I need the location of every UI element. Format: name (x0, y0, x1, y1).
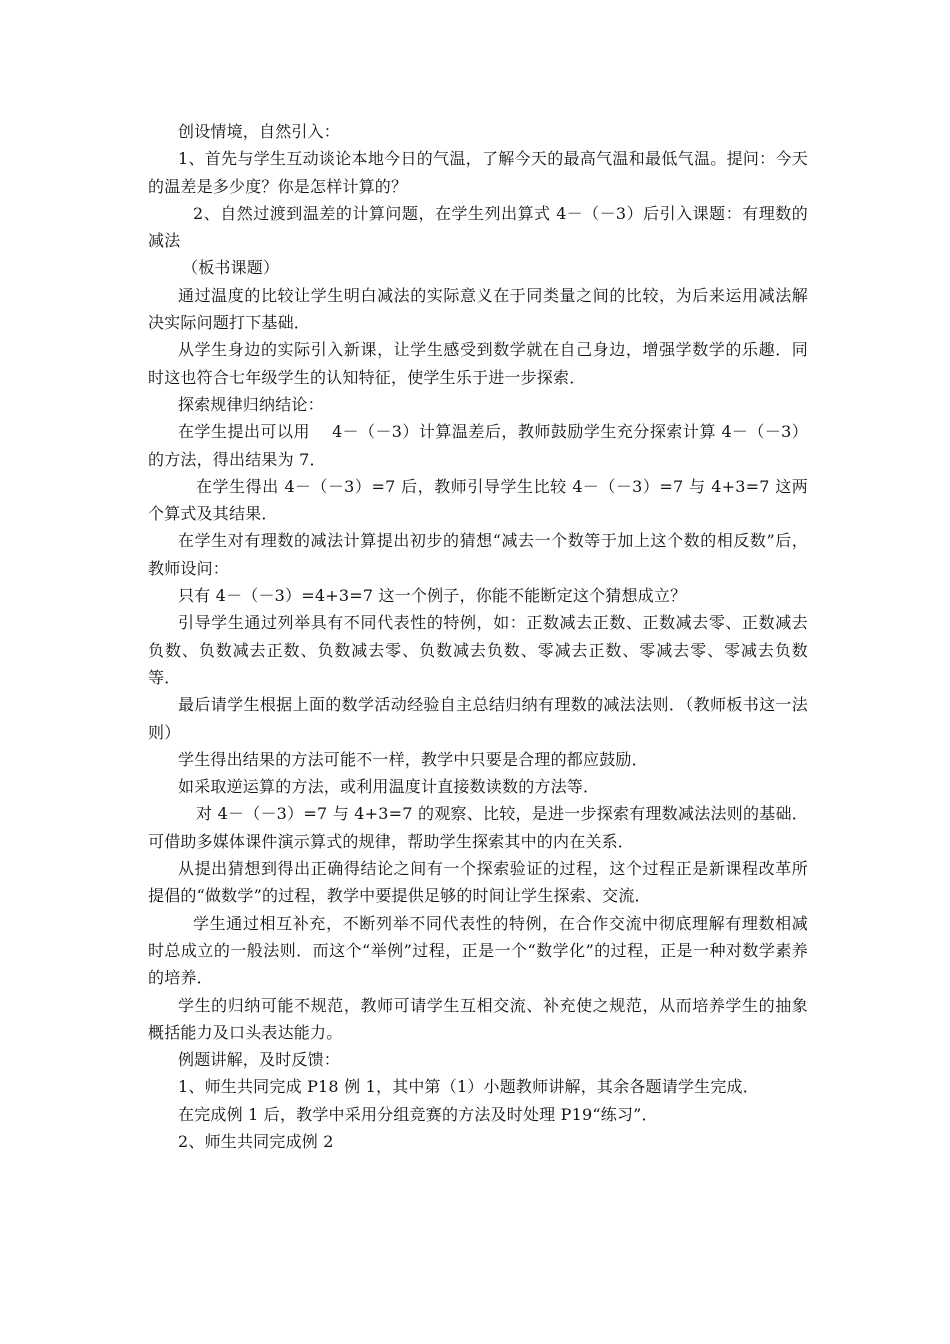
paragraph: 如采取逆运算的方法，或利用温度计直接数读数的方法等． (178, 777, 600, 797)
paragraph: 例题讲解，及时反馈： (178, 1050, 341, 1070)
paragraph: 通过温度的比较让学生明白减法的实际意义在于同类量之间的比较，为后来运用减法解决实际问题打下基础． (148, 285, 808, 333)
paragraph: 创设情境，自然引入： (178, 122, 341, 141)
paragraph: 学生通过相互补充，不断列举不同代表性的特例，在合作交流中彻底理解有理数相减时总成立的一般法则．而这个“举例”过程，正是一个“数学化”的过程，正是一种对数学素养的培养． (148, 913, 808, 988)
paragraph: 只有 4－（－3）=4+3=7 这一个例子，你能不能断定这个猜想成立？ (178, 586, 687, 606)
paragraph: 2、自然过渡到温差的计算问题，在学生列出算式 4－（－3）后引入课题：有理数的减法 (148, 203, 808, 251)
paragraph: 1、师生共同完成 P18 例 1，其中第（1）小题教师讲解，其余各题请学生完成． (178, 1077, 759, 1097)
paragraph: 对 4－（－3）=7 与 4+3=7 的观察、比较，是进一步探索有理数减法法则的基础．可借助多媒体课件演示算式的规律，帮助学生探索其中的内在关系． (148, 804, 808, 851)
paragraph: 在学生提出可以用 4－（－3）计算温差后，教师鼓励学生充分探索计算 4－（－3）的方法，得出结果为 7． (148, 422, 808, 469)
paragraph: 从学生身边的实际引入新课，让学生感受到数学就在自己身边，增强学数学的乐趣．同时这也符合七年级学生的认知特征，使学生乐于进一步探索． (148, 340, 808, 387)
paragraph: 在学生对有理数的减法计算提出初步的猜想“减去一个数等于加上这个数的相反数”后，教师设问： (148, 531, 808, 578)
paragraph: 学生得出结果的方法可能不一样，教学中只要是合理的都应鼓励． (178, 749, 648, 769)
paragraph: （板书课题） (182, 258, 280, 278)
paragraph: 在完成例 1 后，教学中采用分组竞赛的方法及时处理 P19“练习”． (178, 1104, 658, 1124)
paragraph: 引导学生通过列举具有不同代表性的特例，如：正数减去正数、正数减去零、正数减去负数、负数减去正数、负数减去零、负数减去负数、零减去正数、零减去零、零减去负数等． (148, 613, 808, 687)
paragraph: 在学生得出 4－（－3）=7 后，教师引导学生比较 4－（－3）=7 与 4+3=7 这两个算式及其结果． (148, 476, 808, 524)
paragraph: 从提出猜想到得出正确得结论之间有一个探索验证的过程，这个过程正是新课程改革所提倡的“做数学”的过程，教学中要提供足够的时间让学生探索、交流． (148, 859, 808, 906)
document-body (148, 118, 808, 1155)
paragraph: 学生的归纳可能不规范，教师可请学生互相交流、补充使之规范，从而培养学生的抽象概括能力及口头表达能力。 (148, 995, 808, 1042)
paragraph: 最后请学生根据上面的数学活动经验自主总结归纳有理数的减法法则．（教师板书这一法则） (148, 695, 808, 742)
paragraph: 探索规律归纳结论： (178, 394, 324, 414)
paragraph: 2、师生共同完成例 2 (178, 1131, 334, 1151)
paragraph: 1、首先与学生互动谈论本地今日的气温，了解今天的最高气温和最低气温。提问：今天的温差是多少度？你是怎样计算的？ (148, 149, 808, 196)
